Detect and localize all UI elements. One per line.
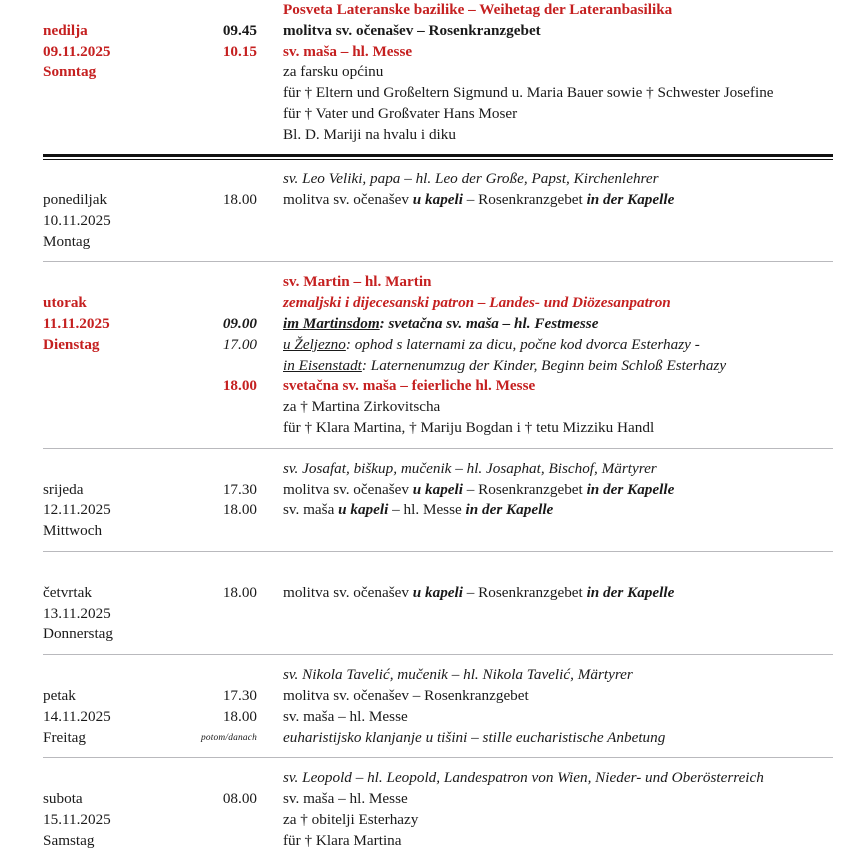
content-line: [283, 356, 833, 377]
time-empty: [173, 293, 257, 314]
emphasis-phrase: u kapeli: [412, 480, 463, 498]
time-empty: [173, 665, 257, 686]
time-value: 17.30: [222, 686, 257, 704]
content-line: Bl. D. Mariji na hvalu i diku: [283, 125, 456, 143]
location-label: im Martinsdom: [283, 314, 380, 332]
content-line: euharistijsko klanjanje u tišini – stille eucharistische Anbetung: [283, 728, 666, 746]
time-value: 09.45: [222, 21, 257, 39]
schedule-entry: [43, 169, 833, 252]
time-empty: [173, 768, 257, 789]
day-name: utorak: [43, 294, 87, 312]
content-line: sv. Leo Veliki, papa – hl. Leo der Große, Papst, Kirchenlehrer: [283, 170, 659, 188]
time-empty: [173, 272, 257, 293]
time-column: [173, 272, 257, 438]
day-date: 11.11.2025: [43, 314, 110, 332]
day-name: nedilja: [43, 21, 88, 39]
day-date: 15.11.2025: [43, 810, 111, 828]
time-value: 18.00: [222, 501, 257, 519]
time-empty: [173, 562, 257, 583]
time-empty: [173, 0, 257, 21]
day-name: subota: [43, 790, 83, 808]
schedule-entry: [43, 0, 833, 146]
time-empty: [173, 356, 257, 377]
section-separator-double: [43, 154, 833, 161]
day-weekday-de: Montag: [43, 232, 91, 250]
emphasis-phrase: in der Kapelle: [586, 190, 675, 208]
content-line: molitva sv. očenašev – Rosenkranzgebet: [283, 686, 529, 704]
time-value: potom/danach: [200, 732, 257, 743]
schedule-entry: [43, 459, 833, 542]
time-column: [173, 169, 257, 252]
day-spacer: [43, 272, 173, 293]
time-column: [173, 0, 257, 146]
time-value: 10.15: [222, 42, 257, 60]
time-value: 17.00: [222, 335, 257, 353]
content-line: für † Klara Martina, † Mariju Bogdan i † tetu Mizziku Handl: [283, 418, 655, 436]
content-line: sv. Leopold – hl. Leopold, Landespatron von Wien, Nieder- und Oberösterreich: [283, 769, 764, 787]
content-line: zemaljski i dijecesanski patron – Landes- und Diözesanpatron: [283, 294, 671, 312]
day-spacer: [43, 665, 173, 686]
day-spacer: [43, 0, 173, 21]
time-value: 18.00: [222, 190, 257, 208]
day-name: četvrtak: [43, 583, 92, 601]
content-column: [257, 459, 833, 542]
content-line: molitva sv. očenašev u kapeli – Rosenkranzgebet in der Kapelle: [283, 583, 675, 601]
content-line: für † Eltern und Großeltern Sigmund u. Maria Bauer sowie † Schwester Josefine: [283, 84, 774, 102]
time-empty: [173, 169, 257, 190]
content-column: [257, 0, 833, 146]
content-line: sv. Nikola Tavelić, mučenik – hl. Nikola Tavelić, Märtyrer: [283, 666, 633, 684]
emphasis-phrase: in der Kapelle: [586, 480, 675, 498]
schedule-entry: [43, 562, 833, 645]
day-column: [43, 272, 173, 438]
line-rest: : svetačna sv. maša – hl. Festmesse: [379, 314, 599, 332]
schedule-entry: [43, 768, 833, 851]
time-empty: [173, 459, 257, 480]
content-column: [257, 768, 833, 851]
day-name: petak: [43, 686, 76, 704]
day-column: [43, 0, 173, 146]
day-weekday-de: Mittwoch: [43, 522, 103, 540]
time-value: 09.00: [222, 314, 257, 332]
day-spacer: [43, 169, 173, 190]
day-name: ponediljak: [43, 190, 108, 208]
content-line: sv. maša – hl. Messe: [283, 42, 413, 60]
content-line: [283, 335, 833, 356]
day-date: 10.11.2025: [43, 211, 111, 229]
day-weekday-de: Dienstag: [43, 335, 100, 353]
time-column: [173, 665, 257, 748]
day-weekday-de: Donnerstag: [43, 625, 114, 643]
time-value: 18.00: [222, 707, 257, 725]
content-column: [257, 169, 833, 252]
schedule-entry: [43, 272, 833, 438]
day-date: 14.11.2025: [43, 707, 111, 725]
day-weekday-de: Samstag: [43, 831, 95, 849]
line-rest: : ophod s laternami za dicu, počne kod dvorca Esterhazy -: [345, 335, 700, 353]
day-spacer: [43, 459, 173, 480]
line-rest: : Laternenumzug der Kinder, Beginn beim Schloß Esterhazy: [361, 356, 727, 374]
day-spacer: [43, 562, 173, 583]
day-date: 09.11.2025: [43, 42, 111, 60]
day-name: srijeda: [43, 480, 84, 498]
day-date: 13.11.2025: [43, 604, 111, 622]
day-weekday-de: Sonntag: [43, 63, 97, 81]
day-column: [43, 562, 173, 645]
content-line: svetačna sv. maša – feierliche hl. Messe: [283, 377, 536, 395]
content-line: für † Vater und Großvater Hans Moser: [283, 104, 518, 122]
content-column: [257, 562, 833, 645]
content-line: sv. maša – hl. Messe: [283, 790, 408, 808]
content-line: sv. Martin – hl. Martin: [283, 273, 432, 291]
time-column: [173, 768, 257, 851]
emphasis-phrase: u kapeli: [412, 583, 463, 601]
day-column: [43, 768, 173, 851]
time-value: 17.30: [222, 480, 257, 498]
time-value: 08.00: [222, 790, 257, 808]
day-column: [43, 169, 173, 252]
emphasis-phrase: u kapeli: [338, 501, 389, 519]
schedule-entry: [43, 665, 833, 748]
time-column: [173, 459, 257, 542]
day-spacer: [43, 768, 173, 789]
emphasis-phrase: in der Kapelle: [586, 583, 675, 601]
time-value: 18.00: [222, 377, 257, 395]
day-date: 12.11.2025: [43, 501, 111, 519]
content-line-empty: [283, 562, 833, 583]
content-line: za † Martina Zirkovitscha: [283, 398, 441, 416]
content-line: [283, 314, 833, 335]
content-line: sv. maša – hl. Messe: [283, 707, 408, 725]
content-line: Posveta Lateranske bazilike – Weihetag der Lateranbasilika: [283, 1, 673, 18]
content-line: molitva sv. očenašev u kapeli – Rosenkranzgebet in der Kapelle: [283, 190, 675, 208]
day-column: [43, 665, 173, 748]
content-line: za farsku općinu: [283, 63, 384, 81]
emphasis-phrase: u kapeli: [412, 190, 463, 208]
content-line: za † obitelji Esterhazy: [283, 810, 419, 828]
content-line: sv. maša u kapeli – hl. Messe in der Kapelle: [283, 501, 554, 519]
content-column: [257, 665, 833, 748]
content-line: molitva sv. očenašev – Rosenkranzgebet: [283, 21, 541, 39]
location-label: in Eisenstadt: [283, 356, 362, 374]
time-value: 18.00: [222, 583, 257, 601]
emphasis-phrase: in der Kapelle: [465, 501, 554, 519]
time-column: [173, 562, 257, 645]
content-line: molitva sv. očenašev u kapeli – Rosenkranzgebet in der Kapelle: [283, 480, 675, 498]
content-line: sv. Josafat, biškup, mučenik – hl. Josaphat, Bischof, Märtyrer: [283, 459, 657, 477]
day-weekday-de: Freitag: [43, 728, 87, 746]
location-label: u Željezno: [283, 335, 346, 353]
day-column: [43, 459, 173, 542]
content-column: [257, 272, 833, 438]
content-line: für † Klara Martina: [283, 831, 402, 849]
